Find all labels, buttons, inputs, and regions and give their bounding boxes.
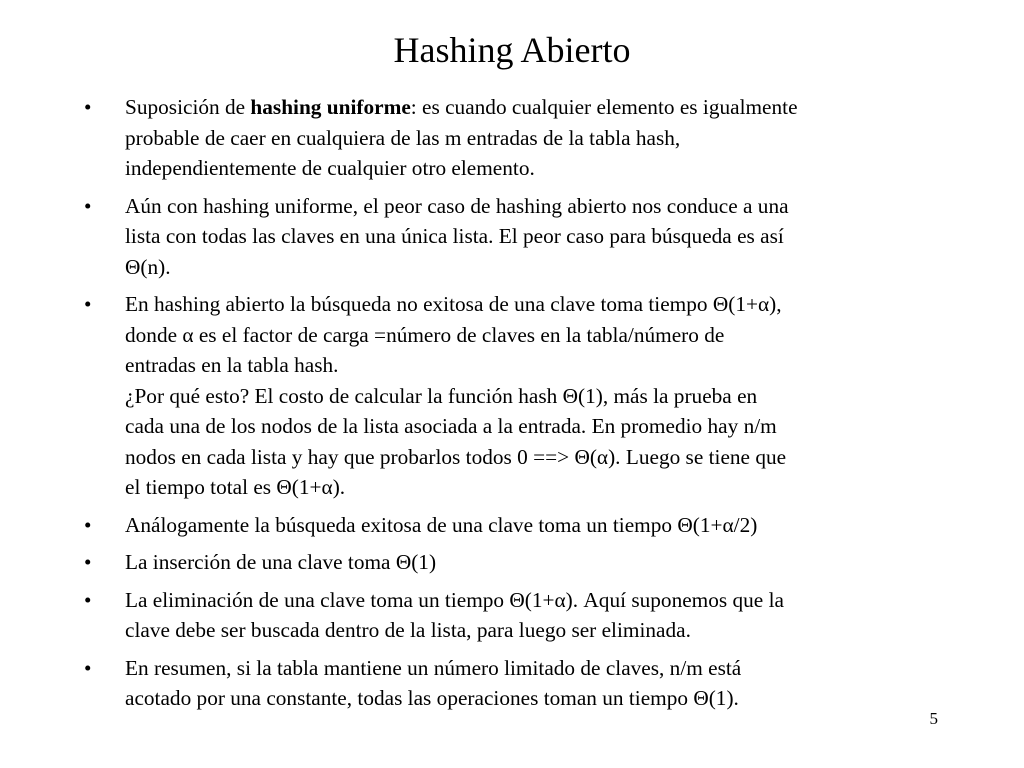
bullet-line: donde α es el factor de carga =número de claves en la tabla/número de: [125, 322, 725, 347]
bullet-line: entradas en la tabla hash.: [125, 353, 339, 377]
bullet-line: acotado por una constante, todas las operaciones toman un tiempo Θ(1).: [125, 686, 739, 710]
bold-term: hashing uniforme: [250, 95, 411, 119]
bullet-line: probable de caer en cualquiera de las m entradas de la tabla hash,: [125, 125, 681, 150]
bullet-item: [84, 289, 944, 503]
bullet-marker: •: [84, 655, 92, 680]
bullet-item: [84, 191, 944, 283]
bullet-line: cada una de los nodos de la lista asociada a la entrada. En promedio hay n/m: [125, 414, 777, 438]
bullet-marker: •: [84, 95, 92, 119]
bullet-line: Análogamente la búsqueda exitosa de una clave toma un tiempo Θ(1+α/2): [125, 512, 758, 537]
bullet-marker: •: [84, 193, 92, 218]
bullet-marker: •: [84, 292, 92, 316]
page-number: 5: [929, 709, 938, 728]
bullet-marker: •: [84, 512, 92, 537]
bullet-line: nodos en cada lista y hay que probarlos todos 0 ==> Θ(α). Luego se tiene que: [125, 444, 787, 469]
bullet-line: La inserción de una clave toma Θ(1): [125, 550, 437, 574]
bullet-line: ¿Por qué esto? El costo de calcular la función hash Θ(1), más la prueba en: [125, 383, 758, 408]
bullet-line: independientemente de cualquier otro elemento.: [125, 156, 535, 180]
bullet-list: [84, 92, 944, 721]
slide-title: Hashing Abierto: [393, 30, 631, 70]
bullet-item: [84, 92, 944, 184]
bullet-item: [84, 653, 944, 714]
bullet-line: En hashing abierto la búsqueda no exitosa de una clave toma tiempo Θ(1+α),: [125, 292, 782, 316]
bullet-text: Suposición de: [125, 95, 251, 119]
bullet-marker: •: [84, 550, 92, 574]
bullet-line: Θ(n).: [125, 254, 171, 279]
bullet-text: : es cuando cualquier elemento es igualmente: [410, 95, 798, 119]
bullet-item: [84, 510, 944, 541]
bullet-marker: •: [84, 587, 92, 612]
bullet-line: clave debe ser buscada dentro de la lista, para luego ser eliminada.: [125, 618, 691, 642]
bullet-line: Aún con hashing uniforme, el peor caso de hashing abierto nos conduce a una: [125, 193, 789, 218]
bullet-line: La eliminación de una clave toma un tiempo Θ(1+α). Aquí suponemos que la: [125, 587, 784, 612]
bullet-line: lista con todas las claves en una única lista. El peor caso para búsqueda es así: [125, 224, 784, 248]
bullet-item: [84, 585, 944, 646]
bullet-item: [84, 547, 944, 578]
bullet-line: [125, 92, 944, 123]
bullet-line: En resumen, si la tabla mantiene un número limitado de claves, n/m está: [125, 655, 742, 680]
bullet-line: el tiempo total es Θ(1+α).: [125, 475, 346, 499]
